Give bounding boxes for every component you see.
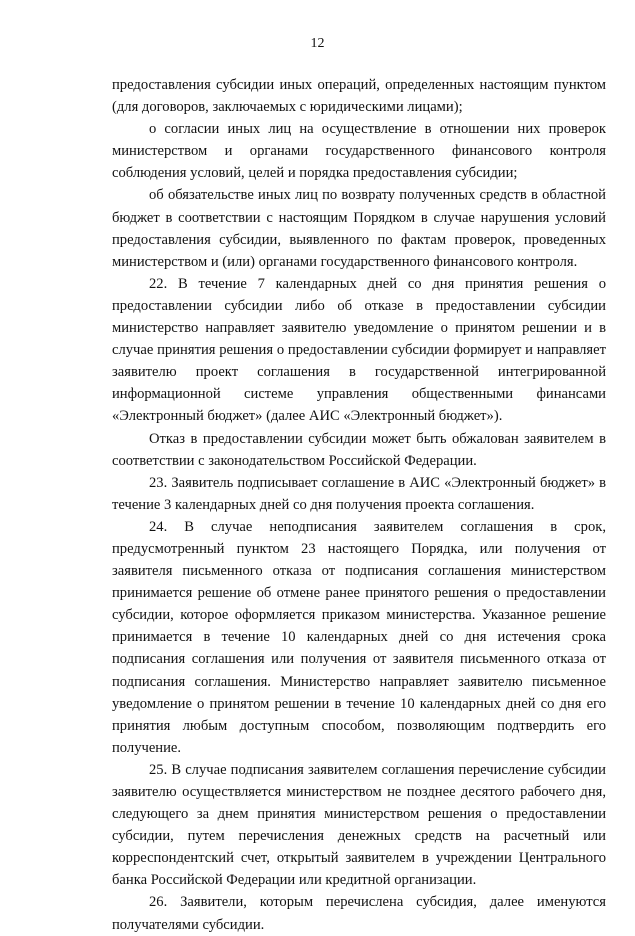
document-body <box>112 74 606 936</box>
paragraph-refund-obligation: об обязательстве иных лиц по возврату полученных средств в областной бюджет в соответствии с настоящим Порядком в случае нарушения условий предоставления субсидии, выявленного по фактам проверок, проведенных министерством и (или) органами государственного финансового контроля. <box>112 187 606 270</box>
paragraph-refusal-appeal: Отказ в предоставлении субсидии может быть обжалован заявителем в соответствии с законодательством Российской Федерации. <box>112 430 606 469</box>
page-number: 12 <box>310 36 325 51</box>
paragraph-continuation: предоставления субсидии иных операций, определенных настоящим пунктом (для договоров, заключаемых с юридическими лицами); <box>112 77 606 116</box>
paragraph-25: 25. В случае подписания заявителем соглашения перечисление субсидии заявителю осуществляется министерством не позднее десятого рабочего дня, следующего за днем принятия министерством решения о предоставлении субсидии, путем перечисления денежных средств на расчетный или корреспондентский счет, открытый заявителем в учреждении Центрального банка Российской Федерации или кредитной организации. <box>112 761 606 889</box>
paragraph-24: 24. В случае неподписания заявителем соглашения в срок, предусмотренный пунктом 23 настоящего Порядка, или получения от заявителя письменного отказа от подписания соглашения министерством принимается решение об отмене ранее принятого решения о предоставлении субсидии, которое оформляется приказом министерства. Указанное решение принимается в течение 10 календарных дней со дня истечения срока подписания соглашения или получения от заявителя письменного отказа от подписания соглашения. Министерство направляет заявителю письменное уведомление о принятом решении в течение 10 календарных дней со дня его принятия любым доступным способом, позволяющим подтвердить его получение. <box>112 518 606 756</box>
paragraph-26: 26. Заявители, которым перечислена субсидия, далее именуются получателями субсидии. <box>112 894 606 933</box>
paragraph-consent-checks: о согласии иных лиц на осуществление в отношении них проверок министерством и органами государственного финансового контроля соблюдения условий, целей и порядка предоставления субсидии; <box>112 121 606 182</box>
paragraph-23: 23. Заявитель подписывает соглашение в АИС «Электронный бюджет» в течение 3 календарных дней со дня получения проекта соглашения. <box>112 474 606 513</box>
paragraph-22: 22. В течение 7 календарных дней со дня принятия решения о предоставлении субсидии либо об отказе в предоставлении субсидии министерство направляет заявителю уведомление о принятом решении и в случае принятия решения о предоставлении субсидии формирует и направляет заявителю проект соглашения в государственной интегрированной информационной системе управления общественными финансами «Электронный бюджет» (далее АИС «Электронный бюджет»). <box>112 275 606 425</box>
